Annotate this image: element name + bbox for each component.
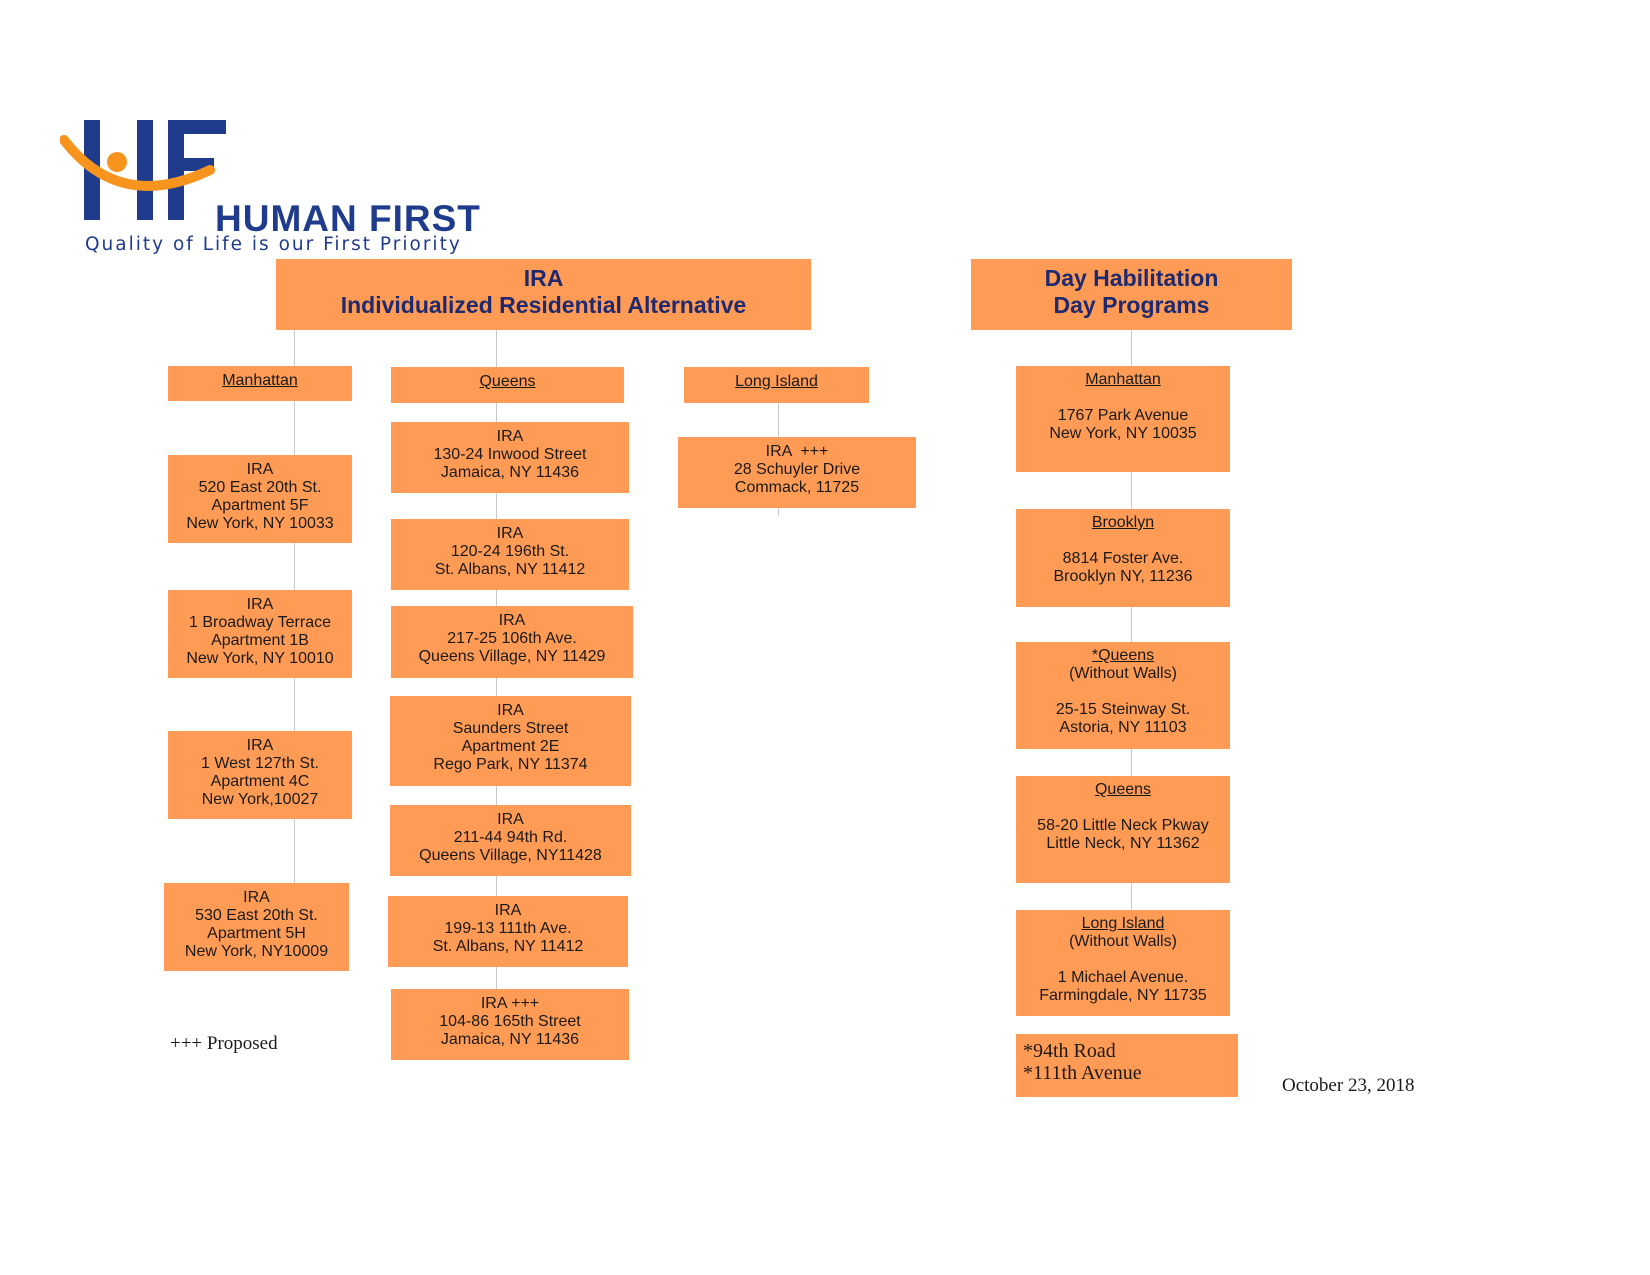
day-program-card	[1016, 910, 1230, 1016]
day-program-line: 1767 Park Avenue	[1057, 407, 1189, 424]
day-header-subtitle: Day Programs	[1053, 292, 1210, 318]
region-queens	[391, 367, 624, 403]
day-program-card	[1016, 776, 1230, 883]
footnote-line: *94th Road	[1023, 1040, 1116, 1062]
site-card	[164, 883, 349, 971]
site-line: IRA	[246, 461, 274, 478]
site-line: IRA	[497, 811, 524, 828]
site-line: Commack, 11725	[734, 479, 860, 496]
site-card	[168, 731, 352, 819]
footnote-box	[1016, 1034, 1238, 1097]
site-line: IRA +++	[480, 995, 540, 1012]
site-line: St. Albans, NY 11412	[432, 938, 584, 955]
ira-header-title: IRA	[523, 265, 564, 291]
site-line: IRA	[498, 612, 526, 629]
site-line: Apartment 1B	[211, 632, 309, 649]
site-line: Apartment 5H	[207, 925, 306, 942]
site-card	[390, 805, 631, 876]
site-line: New York, NY 10033	[186, 515, 334, 532]
day-program-line: Little Neck, NY 11362	[1046, 835, 1200, 852]
site-card	[391, 519, 629, 590]
site-card	[391, 422, 629, 493]
site-line: New York,10027	[201, 791, 319, 808]
site-line: 130-24 Inwood Street	[433, 446, 587, 463]
ira-header-subtitle: Individualized Residential Alternative	[340, 292, 747, 318]
site-line: Jamaica, NY 11436	[440, 1031, 580, 1048]
day-program-line: 58-20 Little Neck Pkway	[1037, 817, 1209, 834]
site-line: Rego Park, NY 11374	[433, 756, 588, 773]
day-program-card	[1016, 509, 1230, 607]
day-program-line	[1016, 951, 1230, 969]
site-line: Queens Village, NY11428	[419, 847, 602, 864]
day-program-line: (Without Walls)	[1069, 665, 1177, 682]
day-program-label: Manhattan	[1085, 371, 1161, 388]
day-program-label: *Queens	[1091, 647, 1155, 664]
day-program-line: Astoria, NY 11103	[1059, 719, 1187, 736]
site-line: IRA	[246, 596, 274, 613]
site-line: 28 Schuyler Drive	[733, 461, 861, 478]
region-long-island	[684, 367, 869, 403]
day-program-line: Brooklyn NY, 11236	[1053, 568, 1193, 585]
region-label: Queens	[479, 373, 536, 390]
site-card	[678, 437, 916, 508]
logo-name: HUMAN FIRST	[215, 198, 481, 239]
day-program-line: 1 Michael Avenue.	[1057, 969, 1189, 986]
site-line: 1 West 127th St.	[201, 755, 319, 772]
region-label: Long Island	[735, 373, 818, 390]
day-program-line	[1016, 683, 1230, 701]
site-line: 520 East 20th St.	[198, 479, 322, 496]
site-line: Apartment 4C	[210, 773, 310, 790]
day-program-line: 25-15 Steinway St.	[1055, 701, 1191, 718]
site-line: IRA	[494, 902, 522, 919]
site-card	[168, 590, 352, 678]
day-program-label: Queens	[1094, 781, 1152, 798]
site-line: 104-86 165th Street	[439, 1013, 581, 1030]
day-program-card	[1016, 366, 1230, 472]
footnote-line: *111th Avenue	[1023, 1062, 1142, 1084]
site-line: IRA	[496, 428, 524, 445]
document-date: October 23, 2018	[1282, 1075, 1415, 1096]
day-program-line	[1016, 799, 1230, 817]
site-line: 1 Broadway Terrace	[189, 614, 331, 631]
day-program-label: Brooklyn	[1091, 514, 1155, 531]
site-line: Apartment 5F	[211, 497, 309, 514]
day-program-card	[1016, 642, 1230, 749]
day-habilitation-header	[971, 259, 1292, 330]
site-card	[168, 455, 352, 543]
site-line: 199-13 111th Ave.	[444, 920, 572, 937]
ira-header	[276, 259, 811, 330]
site-line: Jamaica, NY 11436	[440, 464, 580, 481]
day-program-line: 8814 Foster Ave.	[1062, 550, 1184, 567]
site-line: IRA	[246, 737, 274, 754]
day-program-line: (Without Walls)	[1069, 933, 1177, 950]
site-line: Apartment 2E	[461, 738, 560, 755]
site-line: IRA	[497, 702, 524, 719]
proposed-legend: +++ Proposed	[170, 1033, 278, 1054]
day-program-line	[1016, 389, 1230, 407]
day-program-line: New York, NY 10035	[1049, 425, 1197, 442]
site-line: 120-24 196th St.	[450, 543, 570, 560]
day-program-line: Farmingdale, NY 11735	[1039, 987, 1207, 1004]
site-card	[391, 606, 633, 678]
site-line: 217-25 106th Ave.	[447, 630, 577, 647]
region-label: Manhattan	[222, 372, 298, 389]
site-line: IRA +++	[765, 443, 829, 460]
site-line: New York, NY10009	[184, 943, 329, 960]
site-card	[391, 989, 629, 1060]
day-header-title: Day Habilitation	[1044, 265, 1219, 291]
site-card	[390, 696, 631, 786]
site-line: Saunders Street	[452, 720, 569, 737]
site-line: IRA	[243, 889, 270, 906]
region-manhattan	[168, 366, 352, 401]
site-line: Queens Village, NY 11429	[418, 648, 606, 665]
logo-tagline: Quality of Life is our First Priority	[85, 234, 462, 255]
day-program-label: Long Island	[1081, 915, 1165, 932]
site-line: New York, NY 10010	[186, 650, 334, 667]
day-program-line	[1016, 532, 1230, 550]
site-line: 530 East 20th St.	[195, 907, 318, 924]
site-card	[388, 896, 628, 967]
site-line: IRA	[496, 525, 524, 542]
site-line: 211-44 94th Rd.	[453, 829, 568, 846]
site-line: St. Albans, NY 11412	[434, 561, 586, 578]
